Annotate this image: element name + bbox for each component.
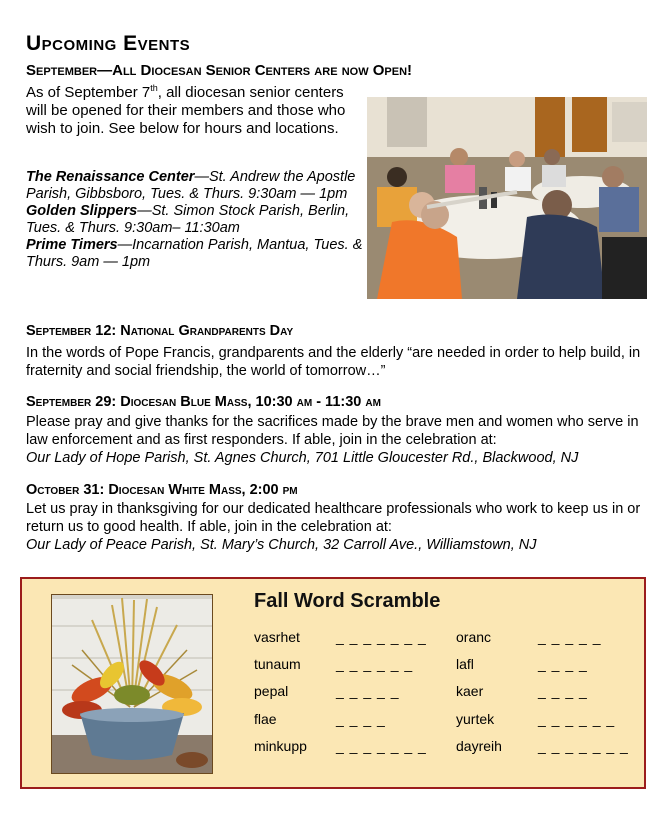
scramble-word: dayreih: [456, 738, 502, 754]
answer-blank[interactable]: _ _ _ _ _ _ _: [538, 738, 629, 754]
scramble-word: yurtek: [456, 711, 495, 727]
event-body-blue-mass: [26, 413, 646, 467]
scramble-word: minkupp: [254, 738, 307, 754]
intro-paragraph: [26, 84, 364, 138]
page-title: Upcoming Events: [26, 32, 191, 55]
fall-planter-illustration: [52, 595, 212, 773]
event-heading-white-mass: October 31: Diocesan White Mass, 2:00 pm: [26, 482, 298, 498]
intro-superscript: th: [150, 83, 158, 93]
fall-planter-photo: [51, 594, 213, 774]
answer-blank[interactable]: _ _ _ _: [336, 711, 386, 727]
scramble-word: lafl: [456, 656, 474, 672]
answer-blank[interactable]: _ _ _ _ _ _: [538, 711, 616, 727]
answer-blank[interactable]: _ _ _ _ _ _ _: [336, 738, 427, 754]
word-scramble-box: [20, 577, 646, 789]
center-name: Golden Slippers: [26, 203, 138, 219]
scramble-word: pepal: [254, 683, 289, 699]
event-heading-grandparents: September 12: National Grandparents Day: [26, 323, 294, 339]
answer-blank[interactable]: _ _ _ _: [538, 656, 588, 672]
event-description: Let us pray in thanksgiving for our dedicated healthcare professionals who work to keep us in or return us to good health. If able, join in the celebration at:: [26, 501, 641, 535]
scramble-word: tunaum: [254, 656, 301, 672]
event-body-grandparents: [26, 344, 646, 380]
event-description: In the words of Pope Francis, grandparents and the elderly “are needed in order to help build, in fraternity and social friendship, the world of tomorrow…”: [26, 345, 641, 379]
event-description: Please pray and give thanks for the sacrifices made by the brave men and women who serve in law enforcement and as first responders. If able, join in the celebration at:: [26, 414, 639, 448]
event-heading-blue-mass: September 29: Diocesan Blue Mass, 10:30 am - 11:30 am: [26, 394, 381, 410]
center-name: Prime Timers: [26, 237, 118, 253]
scramble-word: oranc: [456, 629, 492, 645]
center-item: [26, 237, 371, 271]
event-body-white-mass: [26, 500, 646, 554]
center-name: The Renaissance Center: [26, 169, 195, 185]
event-location: Our Lady of Peace Parish, St. Mary’s Church, 32 Carroll Ave., Williamstown, NJ: [26, 537, 537, 553]
answer-blank[interactable]: _ _ _ _ _ _: [336, 656, 414, 672]
september-header: September—All Diocesan Senior Centers are now Open!: [26, 62, 413, 79]
center-item: [26, 203, 371, 237]
center-details: —St. Simon Stock Parish, Berlin, Tues. & Thurs. 9:30am– 11:30am: [26, 203, 350, 236]
scramble-word: flae: [254, 711, 277, 727]
answer-blank[interactable]: _ _ _ _ _ _ _: [336, 629, 427, 645]
scramble-word: kaer: [456, 683, 484, 699]
answer-blank[interactable]: _ _ _ _ _: [538, 629, 602, 645]
center-details: —St. Andrew the Apostle Parish, Gibbsboro, Tues. & Thurs. 9:30am — 1pm: [26, 169, 356, 202]
intro-text-start: As of September 7: [26, 84, 151, 101]
answer-blank[interactable]: _ _ _ _ _: [336, 683, 400, 699]
center-item: [26, 169, 371, 203]
senior-centers-list: [26, 169, 371, 271]
answer-blank[interactable]: _ _ _ _: [538, 683, 588, 699]
senior-center-photo: [367, 97, 647, 299]
scramble-word: vasrhet: [254, 629, 300, 645]
event-location: Our Lady of Hope Parish, St. Agnes Church, 701 Little Gloucester Rd., Blackwood, NJ: [26, 450, 579, 466]
intro-text-end: , all diocesan senior centers will be opened for their members and those who wish to join. See below for hours and locations.: [26, 84, 346, 137]
senior-center-photo-illustration: [367, 97, 647, 299]
center-details: —Incarnation Parish, Mantua, Tues. & Thurs. 9am — 1pm: [26, 237, 363, 270]
scramble-title: Fall Word Scramble: [254, 590, 441, 612]
